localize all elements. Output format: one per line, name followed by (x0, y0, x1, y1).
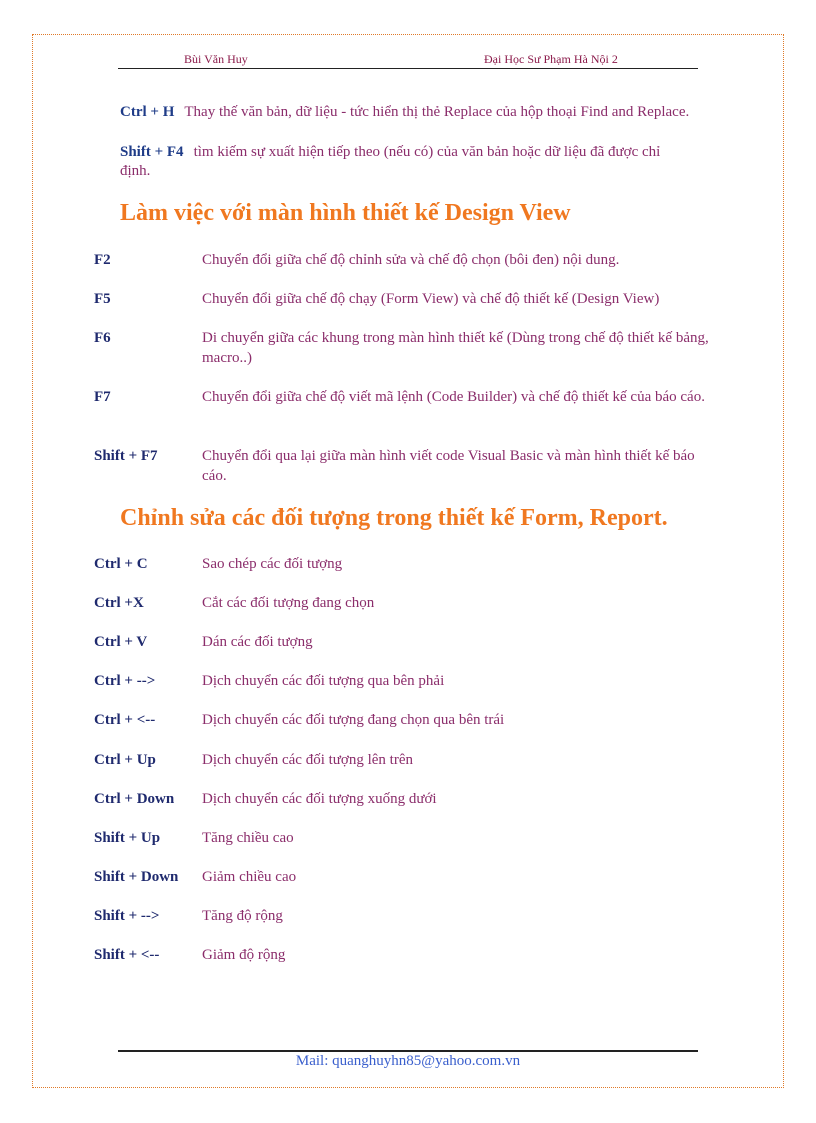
section-title-design-view: Làm việc với màn hình thiết kế Design View (120, 200, 571, 226)
intro-item (120, 143, 690, 181)
shortcut-description: Chuyển đổi qua lại giữa màn hình viết code Visual Basic và màn hình thiết kế báo cáo. (202, 448, 695, 484)
shortcut-description: Sao chép các đối tượng (202, 556, 343, 572)
shortcut-description: Dịch chuyển các đối tượng qua bên phải (202, 673, 445, 689)
shortcut-key: Ctrl +X (94, 595, 144, 611)
shortcut-key: F5 (94, 291, 111, 307)
shortcut-description: Chuyển đổi giữa chế độ chỉnh sửa và chế độ chọn (bôi đen) nội dung. (202, 252, 620, 268)
shortcut-key: Ctrl + H (120, 104, 175, 120)
shortcut-description: Giảm độ rộng (202, 947, 286, 963)
shortcut-description: Chuyển đổi giữa chế độ chạy (Form View) và chế độ thiết kế (Design View) (202, 291, 660, 307)
shortcut-description: Tăng độ rộng (202, 908, 283, 924)
shortcut-key: F6 (94, 330, 111, 346)
shortcut-key: Shift + --> (94, 908, 160, 924)
intro-item (120, 103, 690, 122)
shortcut-description: Tăng chiều cao (202, 830, 294, 846)
shortcut-key: Ctrl + <-- (94, 712, 156, 728)
shortcut-description: Thay thế văn bản, dữ liệu - tức hiển thị thẻ Replace của hộp thoại Find and Replace. (184, 104, 690, 120)
shortcut-description: Dịch chuyển các đối tượng lên trên (202, 752, 413, 768)
shortcut-description: tìm kiếm sự xuất hiện tiếp theo (nếu có) của văn bản hoặc dữ liệu đã được chỉ định. (120, 144, 661, 179)
shortcut-key: F2 (94, 252, 111, 268)
shortcut-key: Shift + F7 (94, 448, 158, 464)
shortcut-description: Dán các đối tượng (202, 634, 313, 650)
footer-email: Mail: quanghuyhn85@yahoo.com.vn (295, 1053, 521, 1069)
header-author: Bùi Văn Huy (184, 52, 248, 66)
shortcut-description: Chuyển đổi giữa chế độ viết mã lệnh (Code Builder) và chế độ thiết kế của báo cáo. (202, 389, 705, 405)
shortcut-description: Dịch chuyển các đối tượng đang chọn qua bên trái (202, 712, 505, 728)
shortcut-key: Ctrl + --> (94, 673, 156, 689)
header-school: Đại Học Sư Phạm Hà Nội 2 (484, 52, 618, 66)
shortcut-key: Shift + <-- (94, 947, 160, 963)
section-title-edit-objects: Chỉnh sửa các đối tượng trong thiết kế Form, Report. (120, 505, 668, 531)
shortcut-key: Shift + F4 (120, 144, 184, 160)
footer-divider (118, 1050, 698, 1052)
shortcut-key: Shift + Down (94, 869, 179, 885)
shortcut-description: Dịch chuyển các đối tượng xuống dưới (202, 791, 437, 807)
shortcut-key: F7 (94, 389, 111, 405)
shortcut-description: Cắt các đối tượng đang chọn (202, 595, 375, 611)
shortcut-key: Ctrl + Down (94, 791, 175, 807)
shortcut-key: Ctrl + Up (94, 752, 156, 768)
shortcut-description: Giảm chiều cao (202, 869, 297, 885)
shortcut-key: Ctrl + C (94, 556, 148, 572)
shortcut-description: Di chuyển giữa các khung trong màn hình thiết kế (Dùng trong chế độ thiết kế bảng, macro..) (202, 330, 709, 366)
shortcut-key: Ctrl + V (94, 634, 148, 650)
shortcut-key: Shift + Up (94, 830, 161, 846)
header-divider (118, 68, 698, 69)
